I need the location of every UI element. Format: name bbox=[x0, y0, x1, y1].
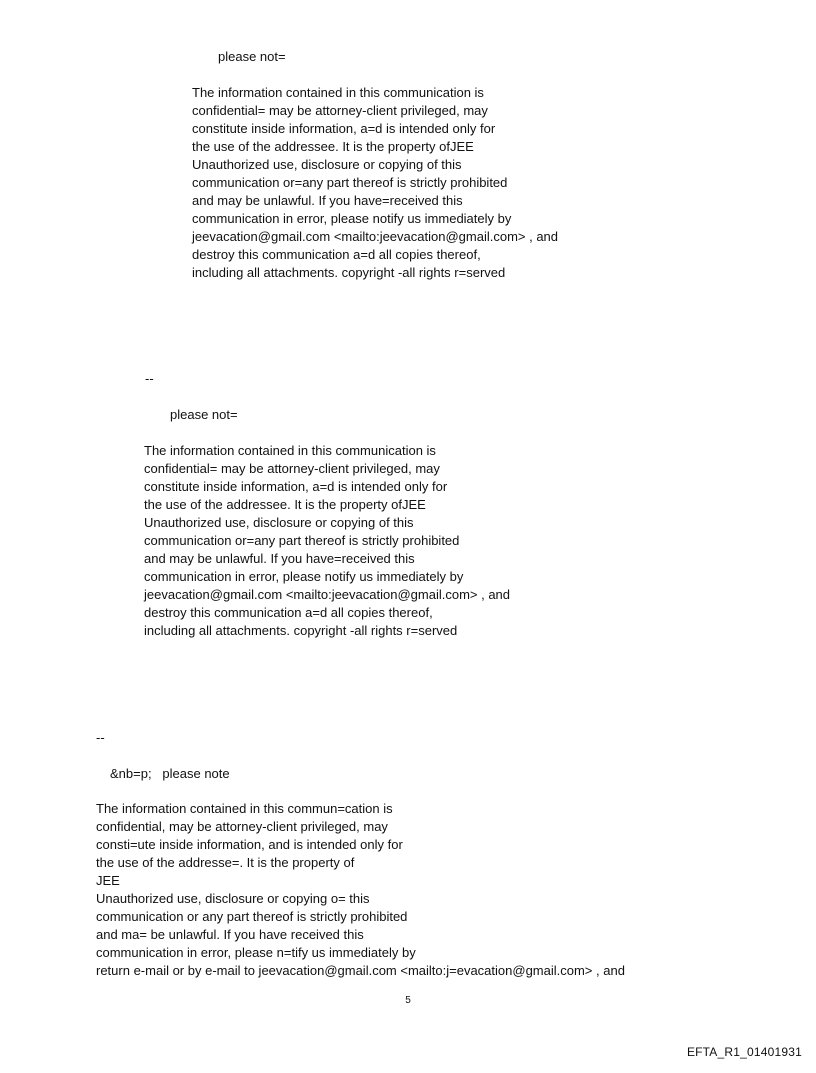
body-line: the use of the addressee. It is the property ofJEE bbox=[144, 497, 426, 512]
body-line: destroy this communication a=d all copies thereof, bbox=[144, 605, 433, 620]
body-line: including all attachments. copyright -all rights r=served bbox=[192, 265, 506, 280]
body-line: and ma= be unlawful. If you have received this bbox=[96, 927, 364, 942]
bates-number: EFTA_R1_01401931 bbox=[686, 1045, 802, 1059]
body-line: and may be unlawful. If you have=received this bbox=[144, 551, 415, 566]
body-line: and may be unlawful. If you have=received this bbox=[192, 193, 463, 208]
body-line: The information contained in this commun=cation is bbox=[96, 801, 393, 816]
body-line: jeevacation@gmail.com <mailto:jeevacation@gmail.com> , and bbox=[144, 587, 511, 602]
body-line: confidential= may be attorney-client privileged, may bbox=[192, 103, 488, 118]
body-line: the use of the addresse=. It is the property of bbox=[96, 855, 355, 870]
body-line: Unauthorized use, disclosure or copying o= this bbox=[96, 891, 370, 906]
body-line: destroy this communication a=d all copies thereof, bbox=[192, 247, 481, 262]
body-line: The information contained in this communication is bbox=[144, 443, 436, 458]
body-line: constitute inside information, a=d is intended only for bbox=[144, 479, 448, 494]
body-line: communication in error, please notify us immediately by bbox=[144, 569, 464, 584]
body-line: communication or any part thereof is strictly prohibited bbox=[96, 909, 408, 924]
block-heading: please not= bbox=[218, 49, 286, 64]
body-line: confidential= may be attorney-client privileged, may bbox=[144, 461, 440, 476]
body-line: Unauthorized use, disclosure or copying of this bbox=[192, 157, 462, 172]
page-number: 5 bbox=[405, 995, 411, 1006]
body-line: the use of the addressee. It is the property ofJEE bbox=[192, 139, 474, 154]
body-line: communication in error, please notify us immediately by bbox=[192, 211, 512, 226]
body-line: constitute inside information, a=d is intended only for bbox=[192, 121, 496, 136]
body-line: Unauthorized use, disclosure or copying of this bbox=[144, 515, 414, 530]
body-line: jeevacation@gmail.com <mailto:jeevacation@gmail.com> , and bbox=[192, 229, 559, 244]
body-line: including all attachments. copyright -all rights r=served bbox=[144, 623, 458, 638]
body-line: return e-mail or by e-mail to jeevacation@gmail.com <mailto:j=evacation@gmail.com> , and bbox=[96, 963, 625, 978]
separator: -- bbox=[145, 371, 154, 386]
block-heading: please not= bbox=[170, 407, 238, 422]
body-line: communication or=any part thereof is strictly prohibited bbox=[144, 533, 460, 548]
body-line: JEE bbox=[96, 873, 120, 888]
body-line: The information contained in this communication is bbox=[192, 85, 484, 100]
block-heading: &nb=p; please note bbox=[110, 766, 230, 781]
body-line: communication in error, please n=tify us immediately by bbox=[96, 945, 416, 960]
block-body bbox=[96, 800, 625, 980]
body-line: confidential, may be attorney-client privileged, may bbox=[96, 819, 388, 834]
body-line: consti=ute inside information, and is intended only for bbox=[96, 837, 403, 852]
separator: -- bbox=[96, 730, 105, 745]
body-line: communication or=any part thereof is strictly prohibited bbox=[192, 175, 508, 190]
block-body bbox=[144, 442, 510, 640]
block-body bbox=[192, 84, 558, 282]
